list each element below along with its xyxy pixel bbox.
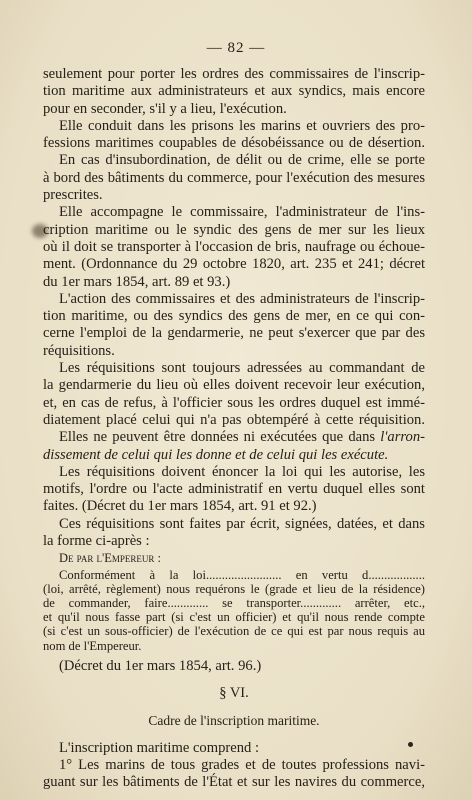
- spacer: [43, 730, 425, 740]
- formula-heading: De par l'Empereur :: [59, 551, 161, 566]
- text-line: guant sur les bâtiments de l'État et sur les navires du commerce,: [43, 774, 425, 791]
- text-line: faites. (Décret du 1er mars 1854, art. 91 et 92.): [43, 498, 317, 515]
- formula-line: (loi, arrêté, règlement) nous requérons le (grade et lieu de la résidence): [43, 581, 425, 596]
- text-line: la forme ci-après :: [43, 533, 150, 550]
- text-line: où il doit se transporter à l'occasion de bris, naufrage ou échoue-: [43, 238, 425, 255]
- text-line: seulement pour porter les ordres des commissaires de l'inscrip-: [43, 66, 425, 82]
- text-line: dissement de celui qui les donne et de celui qui les exécute.: [43, 446, 389, 463]
- spacer: [43, 702, 425, 712]
- text-line: Ces réquisitions sont faites par écrit, signées, datées, et dans: [59, 515, 425, 532]
- section-title: Cadre de l'inscription maritime.: [148, 713, 320, 729]
- page-number: — 82 —: [206, 40, 266, 56]
- text-line: Elle accompagne le commissaire, l'administrateur de l'ins-: [59, 204, 425, 221]
- text-line: réquisitions.: [43, 342, 115, 359]
- formula-line: et qu'il nous fasse part (si c'est un officier) et qu'il nous rende compte: [43, 610, 425, 625]
- text-line: prescrites.: [43, 187, 103, 204]
- text-line: 1° Les marins de tous grades et de toutes professions navi-: [59, 756, 425, 773]
- text-line: tion maritime, ou des syndics des gens de mer, en ce qui con-: [43, 308, 425, 325]
- text-line: En cas d'insubordination, de délit ou de crime, elle se porte: [59, 152, 425, 169]
- text-line: à bord des bâtiments du commerce, pour l'exécution des mesures: [43, 169, 425, 186]
- text-line: Elle conduit dans les prisons les marins et ouvriers des pro-: [59, 117, 425, 134]
- formula-line: (si c'est un sous-officier) de l'exécution de ce qui est par nous requis au: [43, 624, 425, 639]
- section-number: § VI.: [219, 685, 249, 702]
- text-line: du 1er mars 1854, art. 89 et 93.): [43, 273, 231, 290]
- italic-segment: l'arron-: [380, 429, 425, 446]
- formula-line: nom de l'Empereur.: [43, 638, 142, 653]
- text-line: cerne l'emploi de la gendarmerie, ne peut s'exercer que par des: [43, 325, 425, 342]
- text-line: L'inscription maritime comprend :: [59, 739, 260, 756]
- text-line: la gendarmerie du lieu où elles doivent recevoir leur exécution,: [43, 377, 425, 394]
- text-line: motifs, l'ordre ou l'acte administratif en vertu duquel elles sont: [43, 481, 425, 498]
- text-segment: Elles ne peuvent être données ni exécutées que dans: [59, 429, 376, 446]
- formula-line: Conformément à la loi........................ en vertu d..................: [59, 567, 425, 582]
- text-line: diatement placé celui qui n'a pas obtempéré à cette réquisition.: [43, 411, 425, 428]
- text-line: tion maritime aux administrateurs et aux syndics, mais encore: [43, 83, 425, 100]
- spacer: [43, 675, 425, 685]
- text-line: pour en seconder, s'il y a lieu, l'exécution.: [43, 100, 287, 117]
- formula-line: de commander, faire............. se transporter............. arrêter, etc.,: [43, 595, 425, 610]
- text-line: cription maritime ou le syndic des gens de mer sur les lieux: [43, 221, 425, 238]
- text-line: ment. (Ordonnance du 29 octobre 1820, art. 235 et 241; décret: [43, 256, 425, 273]
- text-line: fessions maritimes coupables de désobéissance ou de désertion.: [43, 135, 425, 152]
- text-line: L'action des commissaires et des administrateurs de l'inscrip-: [59, 290, 425, 307]
- page-body: [43, 66, 425, 792]
- decree-reference: (Décret du 1er mars 1854, art. 96.): [59, 657, 262, 674]
- text-line: Les réquisitions doivent énoncer la loi qui les autorise, les: [59, 463, 425, 480]
- text-line: [43, 429, 425, 446]
- text-line: et, en cas de refus, à l'officier sous les ordres duquel est immé-: [43, 394, 425, 411]
- text-line: Les réquisitions sont toujours adressées au commandant de: [59, 360, 425, 377]
